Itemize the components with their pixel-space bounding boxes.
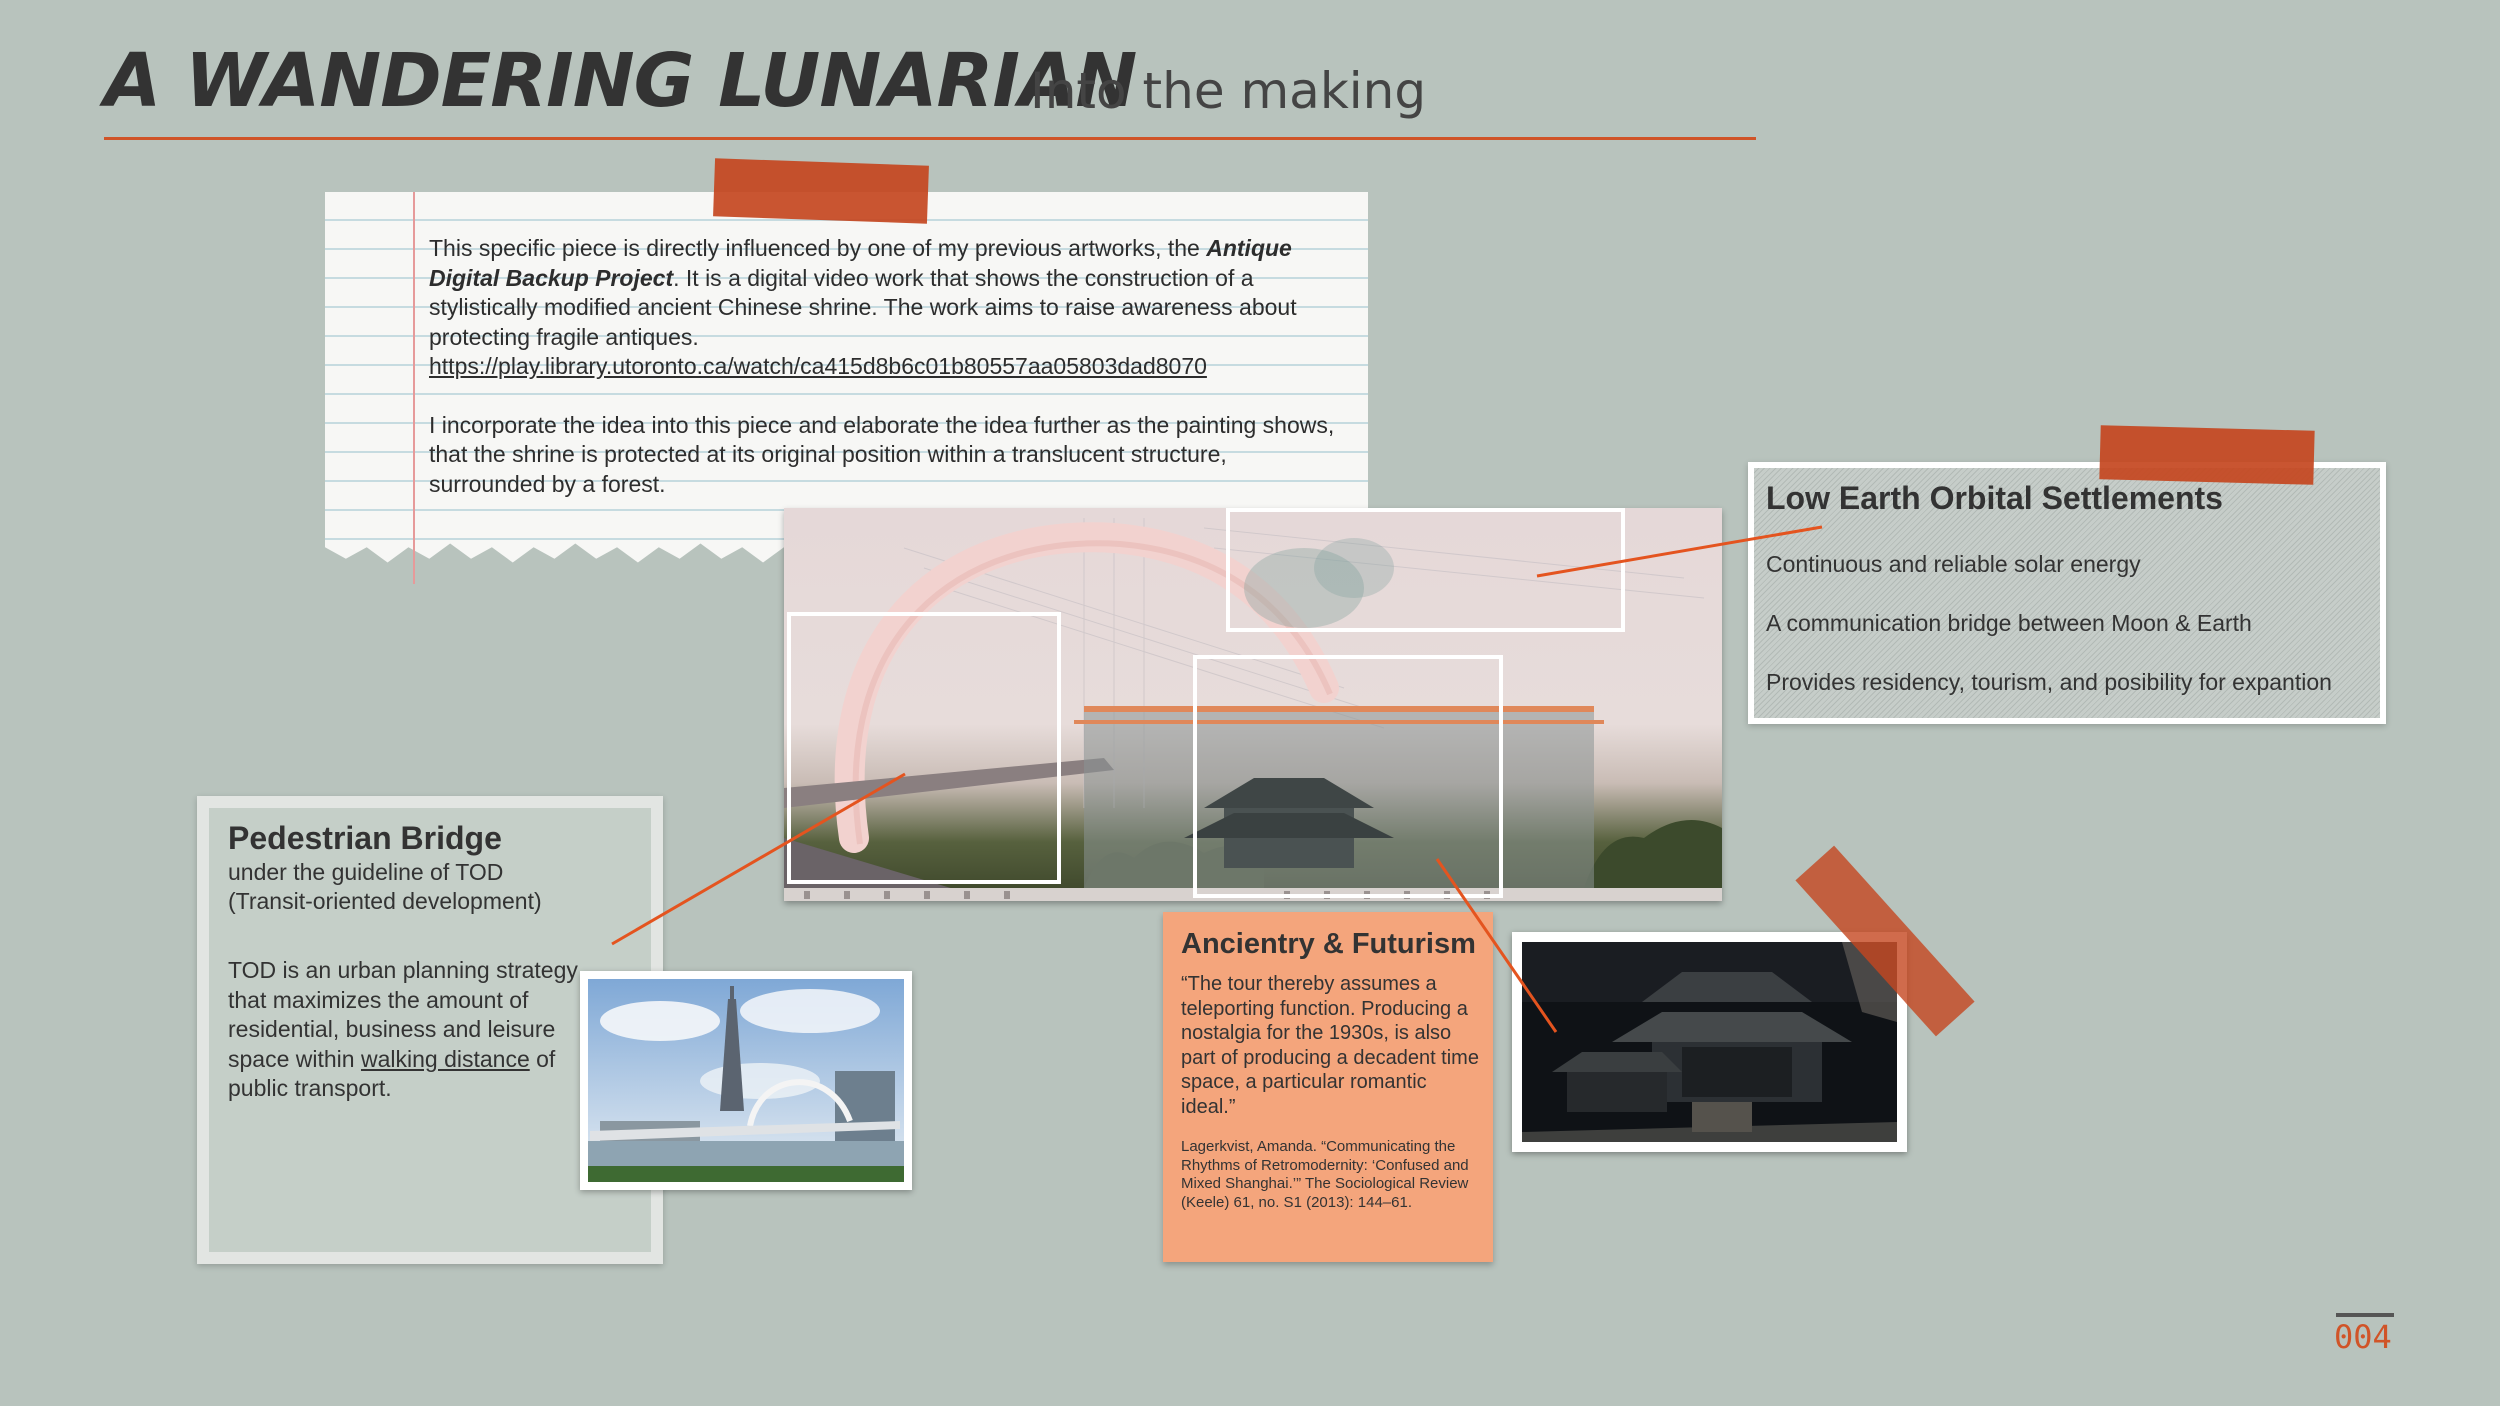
connector-settlement: [1537, 527, 1822, 576]
connector-bridge: [612, 774, 905, 944]
page-subtitle: Into the making: [1030, 62, 1427, 120]
ancientry-quote: “The tour thereby assumes a teleporting function. Producing a nostalgia for the 1930s, is also part of producing a decadent time space, a particular romantic ideal.”: [1181, 973, 1479, 1118]
note-p1-start: This specific piece is directly influenced by one of my previous artworks, the: [429, 235, 1207, 261]
orbital-item: A communication bridge between Moon & Earth: [1766, 610, 2252, 636]
ancientry-citation: Lagerkvist, Amanda. “Communicating the Rhythms of Retromodernity: ‘Confused and Mixed Shanghai.’” The Sociological Review (Keele) 61, no. S1 (2013): 144–61.: [1181, 1138, 1469, 1211]
ancientry-title: Ancientry & Futurism: [1181, 928, 1476, 960]
note-p1-end: . It is a digital video work that shows the construction of a stylistically modified ancient Chinese shrine. The work aims to raise awareness about protecting fragile antiques.: [429, 264, 1297, 350]
note-paragraph-2: I incorporate the idea into this piece and elaborate the idea further as the painting shows, that the shrine is protected at its original position within a translucent structure, surrounded by a forest.: [429, 411, 1335, 497]
page-title: A WANDERING LUNARIAN: [104, 38, 1137, 124]
pedestrian-subtitle-line-1: under the guideline of TOD: [228, 859, 504, 885]
pedestrian-title: Pedestrian Bridge: [228, 820, 502, 856]
video-link[interactable]: https://play.library.utoronto.ca/watch/ca415d8b6c01b80557aa05803dad8070: [429, 353, 1207, 379]
orbital-item: Provides residency, tourism, and posibility for expantion: [1766, 669, 2332, 695]
project-name: Antique Digital Backup Project: [429, 235, 1292, 291]
ped-body-end: of public transport.: [228, 1045, 556, 1101]
orbital-item: Continuous and reliable solar energy: [1766, 551, 2141, 577]
connector-shrine: [1437, 859, 1556, 1032]
page-number: 004: [2334, 1318, 2392, 1356]
pedestrian-subtitle-line-2: (Transit-oriented development): [228, 888, 542, 914]
page-number-bar: [2336, 1313, 2394, 1317]
walking-distance-text: walking distance: [360, 1045, 530, 1072]
ped-body-start: TOD is an urban planning strategy that maximizes the amount of residential, business and leisure space within: [228, 957, 578, 1072]
orbital-title: Low Earth Orbital Settlements: [1766, 480, 2223, 516]
